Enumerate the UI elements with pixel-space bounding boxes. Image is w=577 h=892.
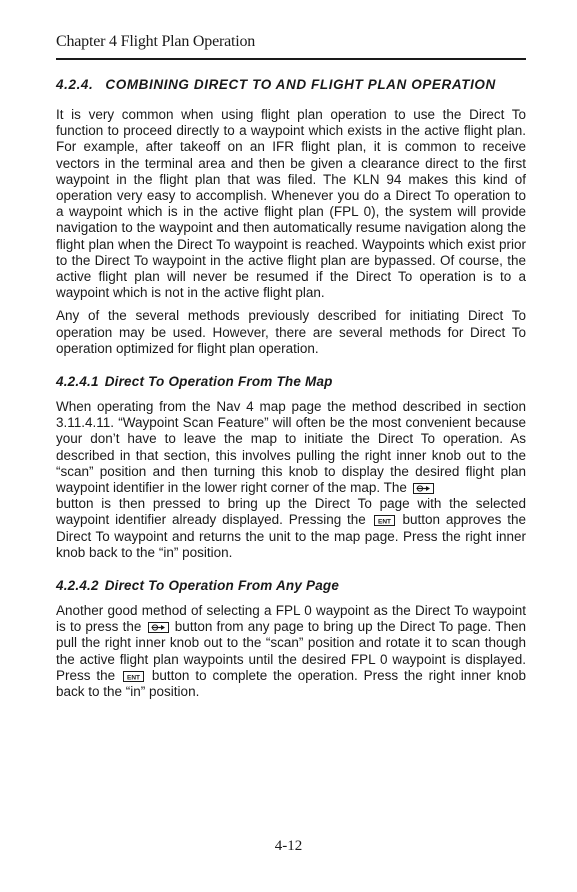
paragraph-any-page-method bbox=[56, 603, 526, 700]
text-run: button is then pressed to bring up the Direct To page with the selected waypoint identifier already displayed. Pressing the bbox=[56, 496, 526, 528]
paragraph-intro: It is very common when using flight plan operation to use the Direct To function to proceed directly to a waypoint which exists in the active flight plan. For example, after takeoff on an IFR flight plan, it is common to receive vectors in the terminal area and then be given a clearance direct to the first waypoint in the flight plan that was filed. The KLN 94 makes this kind of operation very easy to accomplish. Whenever you do a Direct To operation to a waypoint which is in the active flight plan (FPL 0), the system will provide navigation to the waypoint and then automatically resume navigation along the flight plan when the Direct To waypoint is reached. Waypoints which exist prior to the Direct To waypoint in the active flight plan are bypassed. Of course, the active flight plan will never be resumed if the Direct To operation is to a waypoint which is not in the active flight plan. bbox=[56, 107, 526, 301]
subsection-heading-map bbox=[56, 373, 526, 390]
enter-key-icon bbox=[374, 515, 395, 526]
text-run: button approves the Direct To waypoint and returns the unit to the map page. Press the right inner knob back to the “in” position. bbox=[56, 512, 526, 560]
text-run: Another good method of selecting a FPL 0 waypoint as the Direct To waypoint is to press the bbox=[56, 603, 526, 635]
paragraph-methods: Any of the several methods previously described for initiating Direct To operation may be used. However, there are several methods for Direct To operation optimized for flight plan operation. bbox=[56, 308, 526, 356]
text-run: When operating from the Nav 4 map page the method described in section 3.11.4.11. “Waypoint Scan Feature” will often be the most convenient because your don’t have to leave the map to initiate the Direct To operation. As described in that section, this involves pulling the right inner knob out to the “scan” position and then turning this knob to display the desired flight plan waypoint identifier in the lower right corner of the map. The bbox=[56, 399, 526, 496]
text-run: button to complete the operation. Press the right inner knob back to the “in” position. bbox=[56, 667, 526, 700]
page-number: 4-12 bbox=[274, 838, 303, 854]
enter-key-icon bbox=[123, 671, 144, 682]
enter-key-label: ENT bbox=[127, 674, 141, 681]
subsection-title: Direct To Operation From The Map bbox=[104, 374, 333, 390]
text-run: button from any page to bring up the Direct To page. Then pull the right inner knob out to the “scan” position and rotate it to scan though the active flight plan waypoints until the desired FPL 0 waypoint is displayed. Press the bbox=[56, 619, 526, 683]
subsection-number: 4.2.4.1 bbox=[56, 374, 99, 390]
enter-key-label: ENT bbox=[377, 518, 391, 526]
section-title: COMBINING DIRECT TO AND FLIGHT PLAN OPERATION bbox=[105, 77, 496, 92]
header-rule bbox=[56, 58, 526, 60]
subsection-heading-any-page bbox=[56, 577, 526, 594]
section-number: 4.2.4. bbox=[56, 77, 94, 92]
subsection-title: Direct To Operation From Any Page bbox=[104, 578, 340, 594]
subsection-number: 4.2.4.2 bbox=[56, 578, 99, 594]
paragraph-map-method bbox=[56, 399, 526, 561]
direct-to-key-icon bbox=[413, 483, 434, 494]
direct-to-key-icon bbox=[148, 622, 169, 633]
page-content bbox=[56, 76, 526, 707]
chapter-header: Chapter 4 Flight Plan Operation bbox=[56, 33, 256, 50]
section-heading bbox=[56, 76, 526, 93]
